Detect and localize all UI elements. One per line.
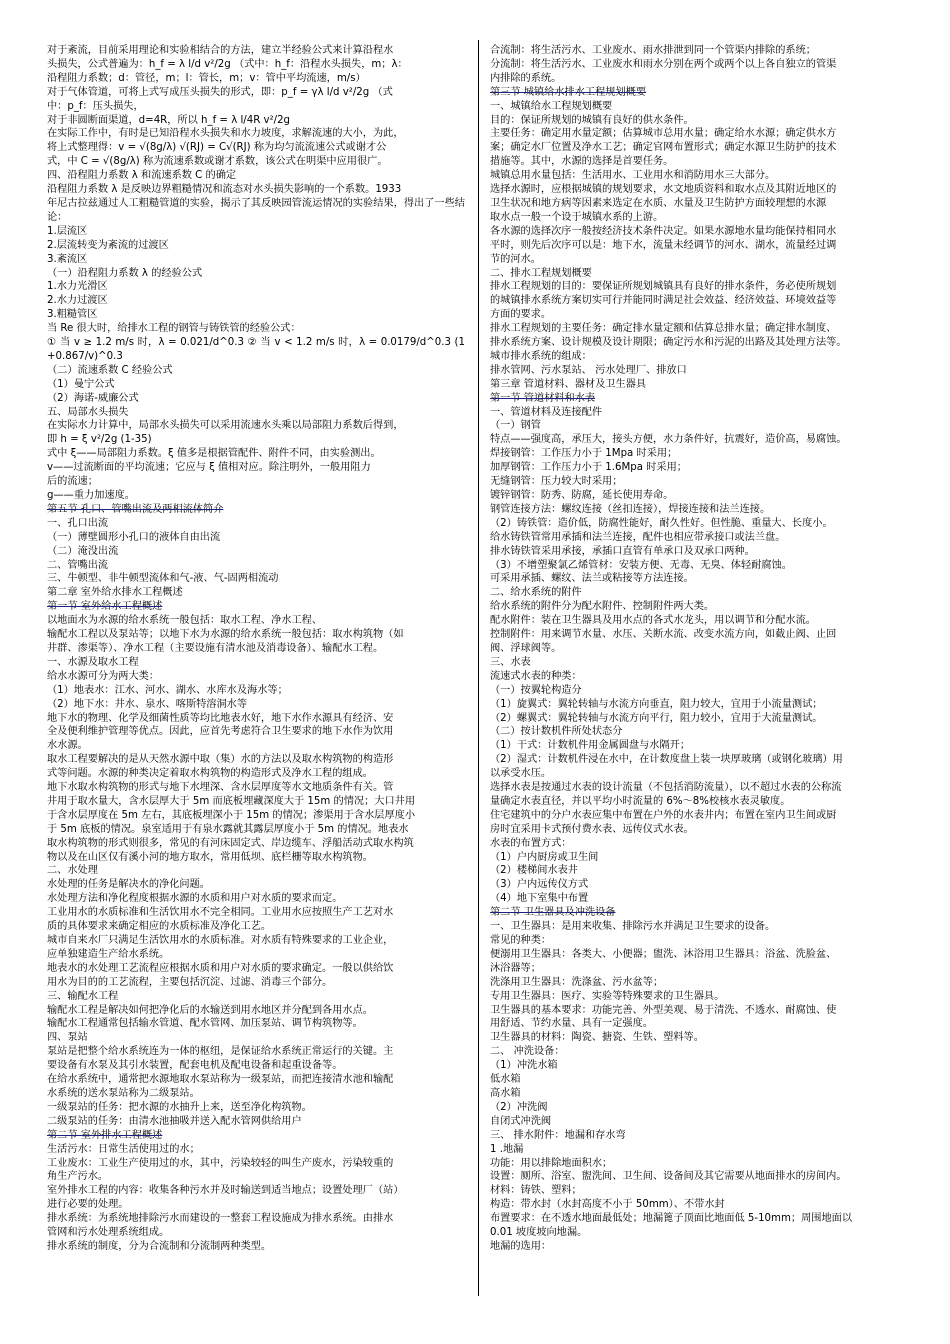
text-line: （二）按计数机件所处状态分 bbox=[490, 726, 623, 738]
section-heading: 第二节 卫生器具及冲洗设备 bbox=[490, 907, 616, 919]
text-line: （1）曼宁公式 bbox=[47, 378, 115, 390]
text-line: 取水构筑物的形式则很多，常见的有河床固定式、岸边缆车、浮船活动式取水构筑 bbox=[47, 837, 414, 849]
text-line: 一、水源及取水工程 bbox=[47, 656, 139, 668]
text-line: 在给水系统中，通常把水源地取水泵站称为一级泵站，而把连接清水池和输配 bbox=[47, 1074, 394, 1086]
right-column bbox=[490, 44, 910, 1254]
text-line: 卫生器具的基本要求：功能完善、外型美观、易于清洗、不透水、耐腐蚀、使 bbox=[490, 1004, 837, 1016]
text-line: 焊接钢管：工作压力小于 1Mpa 时采用； bbox=[490, 448, 678, 460]
text-line: 以地面水为水源的给水系统一般包括：取水工程、净水工程、 bbox=[47, 615, 323, 627]
text-line: 流速式水表的种类： bbox=[490, 670, 582, 682]
text-line: （一）薄壁圆形小孔口的液体自由出流 bbox=[47, 531, 221, 543]
section-heading: 第三节 城镇给水排水工程规划概要 bbox=[490, 86, 647, 98]
text-line: 输配水工程通常包括输水管道、配水管网、加压泵站、调节构筑物等。 bbox=[47, 1018, 363, 1030]
text-line: 加厚钢管：工作压力小于 1.6Mpa 时采用； bbox=[490, 462, 687, 474]
text-line: 2.层流转变为紊流的过渡区 bbox=[47, 239, 169, 251]
text-line: 方面的要求。 bbox=[490, 309, 552, 321]
text-line: 沿程阻力系数；d：管径，m；l：管长，m；v：管中平均流速，m/s） bbox=[47, 72, 366, 84]
text-line: 卫生器具的材料：陶瓷、搪瓷、生铁、塑料等。 bbox=[490, 1032, 704, 1044]
text-line: 三、 排水附件：地漏和存水弯 bbox=[490, 1129, 626, 1141]
text-line: 在实际水力计算中，局部水头损失可以采用流速水头乘以局部阻力系数后得到， bbox=[47, 420, 404, 432]
text-line: 排水系统方案、设计规模及设计期限；确定污水和污泥的出路及其处理方法等。 bbox=[490, 337, 847, 349]
text-line: 房时宜采用卡式预付费水表、远传仪式水表。 bbox=[490, 823, 694, 835]
text-line: v——过流断面的平均流速；它应与 ξ 值相对应。除注明外，一般用阻力 bbox=[47, 462, 371, 474]
text-line: 1.水力光滑区 bbox=[47, 281, 108, 293]
column-divider bbox=[478, 40, 479, 1296]
text-line: 排水工程规划的目的：要保证所规划城镇具有良好的排水条件，务必使所规划 bbox=[490, 281, 837, 293]
text-line: 便溺用卫生器具：各类大、小便器；盥洗、沐浴用卫生器具：浴盆、洗脸盆、 bbox=[490, 948, 837, 960]
text-line: 三、输配水工程 bbox=[47, 990, 119, 1002]
text-line: 工业废水：工业生产使用过的水，其中，污染较轻的叫生产废水，污染较重的 bbox=[47, 1157, 394, 1169]
text-line: 当 Re 很大时，给排水工程的钢管与铸铁管的经验公式： bbox=[47, 323, 301, 335]
text-line: 沿程阻力系数 λ 是反映边界粗糙情况和流态对水头损失影响的一个系数。1933 bbox=[47, 184, 402, 196]
text-line: 地漏的选用： bbox=[490, 1240, 552, 1252]
text-line: 设置：厕所、浴室、盥洗间、卫生间、设备间及其它需要从地面排水的房间内。 bbox=[490, 1171, 847, 1183]
text-line: 1.层流区 bbox=[47, 225, 88, 237]
text-line: ① 当 v ≥ 1.2 m/s 时，λ = 0.021/d^0.3 ② 当 v < 1.2 m/s 时，λ = 0.0179/d^0.3 (1+0.867/v)^0.3 bbox=[47, 337, 465, 362]
text-line: 城镇总用水量包括：生活用水、工业用水和消防用水三大部分。 bbox=[490, 170, 776, 182]
text-line: 第二章 室外给水排水工程概述 bbox=[47, 587, 183, 599]
text-line: 角生产污水。 bbox=[47, 1171, 109, 1183]
text-line: 材料：铸铁、塑料； bbox=[490, 1185, 582, 1197]
text-line: 生活污水：日常生活使用过的水； bbox=[47, 1143, 200, 1155]
text-line: 自闭式冲洗阀 bbox=[490, 1115, 552, 1127]
text-line: 功能：用以排除地面积水； bbox=[490, 1157, 613, 1169]
text-line: 头损失，公式普遍为：h_f = λ l/d v²/2g （式中：h_f：沿程水头损失，m；λ： bbox=[47, 58, 408, 70]
text-line: 一、孔口出流 bbox=[47, 517, 109, 529]
text-line: 五、局部水头损失 bbox=[47, 406, 129, 418]
text-line: 于 5m 底板的情况。泉室适用于有泉水露就其露层厚度小于 5m 的情况。地表水 bbox=[47, 823, 409, 835]
text-line: 合流制：将生活污水、工业废水、雨水排泄到同一个管渠内排除的系统； bbox=[490, 45, 816, 56]
text-line: 可采用承插、螺纹、法兰或粘接等方法连接。 bbox=[490, 573, 694, 585]
text-line: 式中 ξ——局部阻力系数。ξ 值多是根据管配件、附件不同，由实验测出。 bbox=[47, 448, 381, 460]
text-line: 在实际工作中，有时是已知沿程水头损失和水力坡度，求解流速的大小，为此， bbox=[47, 128, 404, 140]
text-line: 城市排水系统的组成： bbox=[490, 350, 592, 362]
text-line: （2）海诺-威廉公式 bbox=[47, 392, 139, 404]
text-line: 式等问题。水源的种类决定着取水构筑物的构造形式及净水工程的组成。 bbox=[47, 768, 373, 780]
text-line: 配水附件：装在卫生器具及用水点的各式水龙头，用以调节和分配水流。 bbox=[490, 615, 816, 627]
text-line: g——重力加速度。 bbox=[47, 490, 135, 501]
text-line: （1）旋翼式：翼轮转轴与水流方向垂直，阻力较大，宜用于小流量测试； bbox=[490, 698, 823, 710]
text-line: 输配水工程是解决如何把净化后的水输送到用水地区并分配到各用水点。 bbox=[47, 1004, 373, 1016]
text-line: 布置要求：在不透水地面最低处；地漏篦子顶面比地面低 5-10mm；周围地面以 bbox=[490, 1213, 853, 1225]
text-line: 1 .地漏 bbox=[490, 1143, 524, 1155]
text-line: 三、水表 bbox=[490, 656, 531, 668]
text-line: 一级泵站的任务：把水源的水抽升上来，送至净化构筑物。 bbox=[47, 1101, 312, 1113]
text-line: 地表水的水处理工艺流程应根据水质和用户对水质的要求确定。一般以供给饮 bbox=[47, 962, 394, 974]
text-line: 用水为目的的工艺流程，主要包括沉淀、过滤、消毒三个部分。 bbox=[47, 976, 333, 988]
text-line: 内排除的系统。 bbox=[490, 72, 562, 84]
text-line: 将上式整理得：v = √(8g/λ) √(RJ) = C√(RJ) 称为均匀流流速公式或谢才公 bbox=[47, 142, 387, 154]
text-line: 给水系统的附件分为配水附件、控制附件两大类。 bbox=[490, 601, 715, 613]
text-line: 井用于取水量大，含水层厚大于 5m 而底板埋藏深度大于 15m 的情况；大口井用 bbox=[47, 795, 416, 807]
text-line: 各水源的选择次序一般按经济技术条件决定。如果水源地水量均能保持相同水 bbox=[490, 225, 837, 237]
text-line: 的城镇排水系统方案切实可行并能同时满足社会效益、经济效益、环境效益等 bbox=[490, 295, 837, 307]
text-line: 高水箱 bbox=[490, 1087, 521, 1099]
text-line: 控制附件：用来调节水量、水压、关断水流、改变水流方向，如截止阀、止回 bbox=[490, 629, 837, 641]
text-line: 常见的种类： bbox=[490, 935, 552, 946]
section-heading: 第一节 管道材料和水表 bbox=[490, 392, 596, 404]
text-line: 对于气体管道，可将上式写成压头损失的形式，即：p_f = γλ l/d v²/2g （式 bbox=[47, 86, 393, 98]
text-line: 阀、浮球阀等。 bbox=[490, 642, 562, 654]
text-line: 目的：保证所规划的城镇有良好的供水条件。 bbox=[490, 114, 694, 126]
text-line: 无缝钢管：压力较大时采用； bbox=[490, 476, 623, 488]
text-line: 要设备有水泵及其引水装置，配套电机及配电设备和起重设备等。 bbox=[47, 1060, 343, 1072]
text-line: 四、沿程阻力系数 λ 和流速系数 C 的确定 bbox=[47, 170, 237, 182]
text-line: 洗涤用卫生器具：洗涤盆、污水盆等； bbox=[490, 976, 664, 988]
text-line: 构造：带水封（水封高度不小于 50mm）、不带水封 bbox=[490, 1199, 725, 1211]
text-line: 输配水工程以及泵站等；以地下水为水源的给水系统一般包括：取水构筑物（如 bbox=[47, 629, 404, 641]
text-line: （1）地表水：江水、河水、湖水、水库水及海水等； bbox=[47, 684, 288, 696]
text-line: （2）地下水：井水、泉水、喀斯特溶洞水等 bbox=[47, 698, 248, 710]
text-line: 0.01 坡度坡向地漏。 bbox=[490, 1227, 588, 1239]
text-line: 一、卫生器具：是用来收集、排除污水并满足卫生要求的设备。 bbox=[490, 921, 776, 933]
text-line: 地下水的物理、化学及细菌性质等均比地表水好，地下水作水源具有经济、安 bbox=[47, 712, 394, 724]
text-line: 二、给水系统的附件 bbox=[490, 587, 582, 599]
text-line: 水系统的送水泵站称为二级泵站。 bbox=[47, 1087, 200, 1099]
text-line: 用舒适、节约水量、具有一定强度。 bbox=[490, 1018, 653, 1030]
text-line: 泵站是把整个给水系统连为一体的枢纽，是保证给水系统正常运行的关键。主 bbox=[47, 1046, 394, 1058]
text-line: 二、排水工程规划概要 bbox=[490, 267, 592, 279]
text-line: 后的流速； bbox=[47, 476, 98, 488]
text-line: （二）淹没出流 bbox=[47, 545, 119, 557]
text-line: 于含水层厚度在 5m 左右，其底板埋深小于 15m 的情况；渗渠用于含水层厚度小 bbox=[47, 809, 416, 821]
text-line: 选择水源时，应根据城镇的规划要求，水文地质资料和取水点及其附近地区的 bbox=[490, 184, 837, 196]
section-heading: 第一节 室外给水工程概述 bbox=[47, 601, 163, 613]
text-line: 排水铸铁管采用承接，承插口直管有单承口及双承口两种。 bbox=[490, 545, 755, 557]
text-line: 取水工程要解决的是从天然水源中取（集）水的方法以及取水构筑物的构造形 bbox=[47, 754, 394, 766]
text-line: 排水系统的制度，分为合流制和分流制两种类型。 bbox=[47, 1240, 272, 1252]
text-line: （1）户内厨房或卫生间 bbox=[490, 851, 599, 863]
text-line: 节的河水。 bbox=[490, 253, 541, 265]
text-line: 一、城镇给水工程规划概要 bbox=[490, 100, 613, 112]
text-line: 给水铸铁管常用承插和法兰连接，配件也相应带承接口或法兰盘。 bbox=[490, 531, 786, 543]
text-line: 城市自来水厂只满足生活饮用水的水质标准。对水质有特殊要求的工业企业， bbox=[47, 935, 394, 946]
text-line: 分流制：将生活污水、工业废水和雨水分别在两个或两个以上各自独立的管渠 bbox=[490, 58, 837, 70]
text-line: 工业用水的水质标准和生活饮用水不完全相同。工业用水应按照生产工艺对水 bbox=[47, 907, 394, 919]
text-line: 2.水力过渡区 bbox=[47, 295, 108, 307]
text-line: 水处理方法和净化程度根据水源的水质和用户对水质的要求而定。 bbox=[47, 893, 343, 905]
text-line: 水水源。 bbox=[47, 740, 88, 752]
text-line: （1）干式：计数机件用金属圆盘与水隔开； bbox=[490, 740, 691, 752]
text-line: 以承受水压。 bbox=[490, 768, 552, 780]
text-line: （一）沿程阻力系数 λ 的经验公式 bbox=[47, 267, 203, 279]
text-line: 低水箱 bbox=[490, 1074, 521, 1086]
text-line: 专用卫生器具：医疗、实验等特殊要求的卫生器具。 bbox=[490, 990, 725, 1002]
text-line: （二）流速系数 C 经验公式 bbox=[47, 364, 173, 376]
text-line: 案；确定水厂位置及净水工艺；确定官网布置形式；确定水源卫生防护的技术 bbox=[490, 142, 837, 154]
text-line: 二级泵站的任务：由清水池抽吸并送入配水管网供给用户 bbox=[47, 1115, 302, 1127]
text-line: 水表的布置方式： bbox=[490, 837, 572, 849]
text-line: （一）钢管 bbox=[490, 420, 541, 432]
text-line: 对于非圆断面渠道，d=4R，所以 h_f = λ l/4R v²/2g bbox=[47, 114, 291, 126]
text-line: 选择水表是按通过水表的设计流量（不包括消防流量），以不超过水表的公称流 bbox=[490, 782, 842, 794]
text-line: 井群、渗渠等）、净水工程（主要设施有清水池及消毒设备）、输配水工程。 bbox=[47, 642, 384, 654]
text-line: 卫生状况和地方病等因素来选定在水质、水量及卫生防护方面较理想的水源 bbox=[490, 197, 827, 209]
section-heading: 第五节 孔口、管嘴出流及两相流体简介 bbox=[47, 503, 224, 515]
left-column bbox=[47, 44, 465, 1254]
text-line: 特点——强度高，承压大，接头方便，水力条件好，抗震好，造价高，易腐蚀。 bbox=[490, 434, 847, 446]
text-line: 一、管道材料及连接配件 bbox=[490, 406, 603, 418]
text-line: 沐浴器等； bbox=[490, 962, 541, 974]
text-line: 3.紊流区 bbox=[47, 253, 88, 265]
text-line: 物以及在山区仅有溪小河的地方取水，常用低坝、底栏栅等取水构筑物。 bbox=[47, 851, 373, 863]
section-heading: 第二节 室外排水工程概述 bbox=[47, 1129, 163, 1141]
text-line: 排水系统：为系统地排除污水而建设的一整套工程设施成为排水系统。由排水 bbox=[47, 1213, 394, 1225]
text-line: （1）冲洗水箱 bbox=[490, 1060, 558, 1072]
text-line: 室外排水工程的内容：收集各种污水并及时输送到适当地点；设置处理厂（站） bbox=[47, 1185, 404, 1197]
text-line: 措施等。其中，水源的选择是首要任务。 bbox=[490, 156, 674, 168]
text-line: 排水管网、污水泵站、 污水处理厂、排放口 bbox=[490, 364, 687, 376]
text-line: （2）冲洗阀 bbox=[490, 1101, 548, 1113]
text-line: 二、水处理 bbox=[47, 865, 98, 877]
text-line: 三、牛顿型、非牛顿型流体和气-液、气-固两相流动 bbox=[47, 573, 279, 585]
text-line: （3）户内远传仪方式 bbox=[490, 879, 589, 891]
text-line: 3.粗糙管区 bbox=[47, 309, 98, 321]
text-line: 取水点一般一个设于城镇水系的上游。 bbox=[490, 211, 664, 223]
text-line: 镀锌钢管：防秀、防腐，延长使用寿命。 bbox=[490, 490, 674, 501]
text-line: 四、泵站 bbox=[47, 1032, 88, 1044]
text-line: 对于紊流，目前采用理论和实验相结合的方法，建立半经验公式来计算沿程水 bbox=[47, 45, 394, 56]
text-line: （2）楼梯间水表井 bbox=[490, 865, 578, 877]
text-line: 钢管连接方法：螺纹连接（丝扣连接），焊接连接和法兰连接。 bbox=[490, 503, 771, 515]
text-line: （一）按翼轮构造分 bbox=[490, 684, 582, 696]
text-line: 平时，则先后次序可以是：地下水，流量未经调节的河水、湖水，流量经过调 bbox=[490, 239, 837, 251]
text-line: 主要任务：确定用水量定额；估算城市总用水量；确定给水水源；确定供水方 bbox=[490, 128, 837, 140]
text-line: （3）不增塑聚氯乙烯管材：安装方便、无毒、无臭、体轻耐腐蚀。 bbox=[490, 559, 792, 571]
text-line: 二、 冲洗设备： bbox=[490, 1046, 565, 1058]
text-line: 即 h = ξ v²/2g (1-35) bbox=[47, 434, 152, 446]
text-line: 排水工程规划的主要任务：确定排水量定额和估算总排水量；确定排水制度、 bbox=[490, 323, 837, 335]
text-line: 管网和污水处理系统组成。 bbox=[47, 1227, 170, 1239]
text-line: 中：p_f：压头损失， bbox=[47, 100, 144, 112]
text-line: 给水水源可分为两大类： bbox=[47, 670, 160, 682]
text-line: 全及便利维护管理等优点。因此，应首先考虑符合卫生要求的地下水作为饮用 bbox=[47, 726, 394, 738]
text-line: 水处理的任务是解决水的净化问题。 bbox=[47, 879, 210, 891]
text-line: （2）湿式：计数机件浸在水中，在计数度盘上装一块厚玻璃（或钢化玻璃）用 bbox=[490, 754, 843, 766]
text-line: （2）铸铁管：造价低，防腐性能好，耐久性好。但性脆、重量大、长度小。 bbox=[490, 517, 833, 529]
text-line: 第三章 管道材料、器材及卫生器具 bbox=[490, 378, 647, 390]
text-line: 二、管嘴出流 bbox=[47, 559, 109, 571]
text-line: 进行必要的处理。 bbox=[47, 1199, 129, 1211]
text-line: （4）地下室集中布置 bbox=[490, 893, 589, 905]
text-line: 量确定水表直径，并以平均小时流量的 6%～8%校核水表灵敏度。 bbox=[490, 795, 791, 807]
text-line: 年尼古拉兹通过人工粗糙管道的实验，揭示了其反映园管流运情况的实验结果，得出了一些结论： bbox=[47, 197, 465, 223]
text-line: 应单独建造生产给水系统。 bbox=[47, 948, 170, 960]
text-line: （2）螺翼式：翼轮转轴与水流方向平行，阻力较小，宜用于大流量测试。 bbox=[490, 712, 823, 724]
text-line: 住宅建筑中的分户水表应集中布置在户外的水表井内；布置在室内卫生间或厨 bbox=[490, 809, 837, 821]
text-line: 质的具体要求来确定相应的水质标准及净化工艺。 bbox=[47, 921, 272, 933]
text-line: 式，中 C = √(8g/λ) 称为流速系数或谢才系数，该公式在明渠中应用很广。 bbox=[47, 156, 388, 168]
text-line: 地下水取水构筑物的形式与地下水埋深、含水层厚度等水文地质条件有关。管 bbox=[47, 782, 394, 794]
